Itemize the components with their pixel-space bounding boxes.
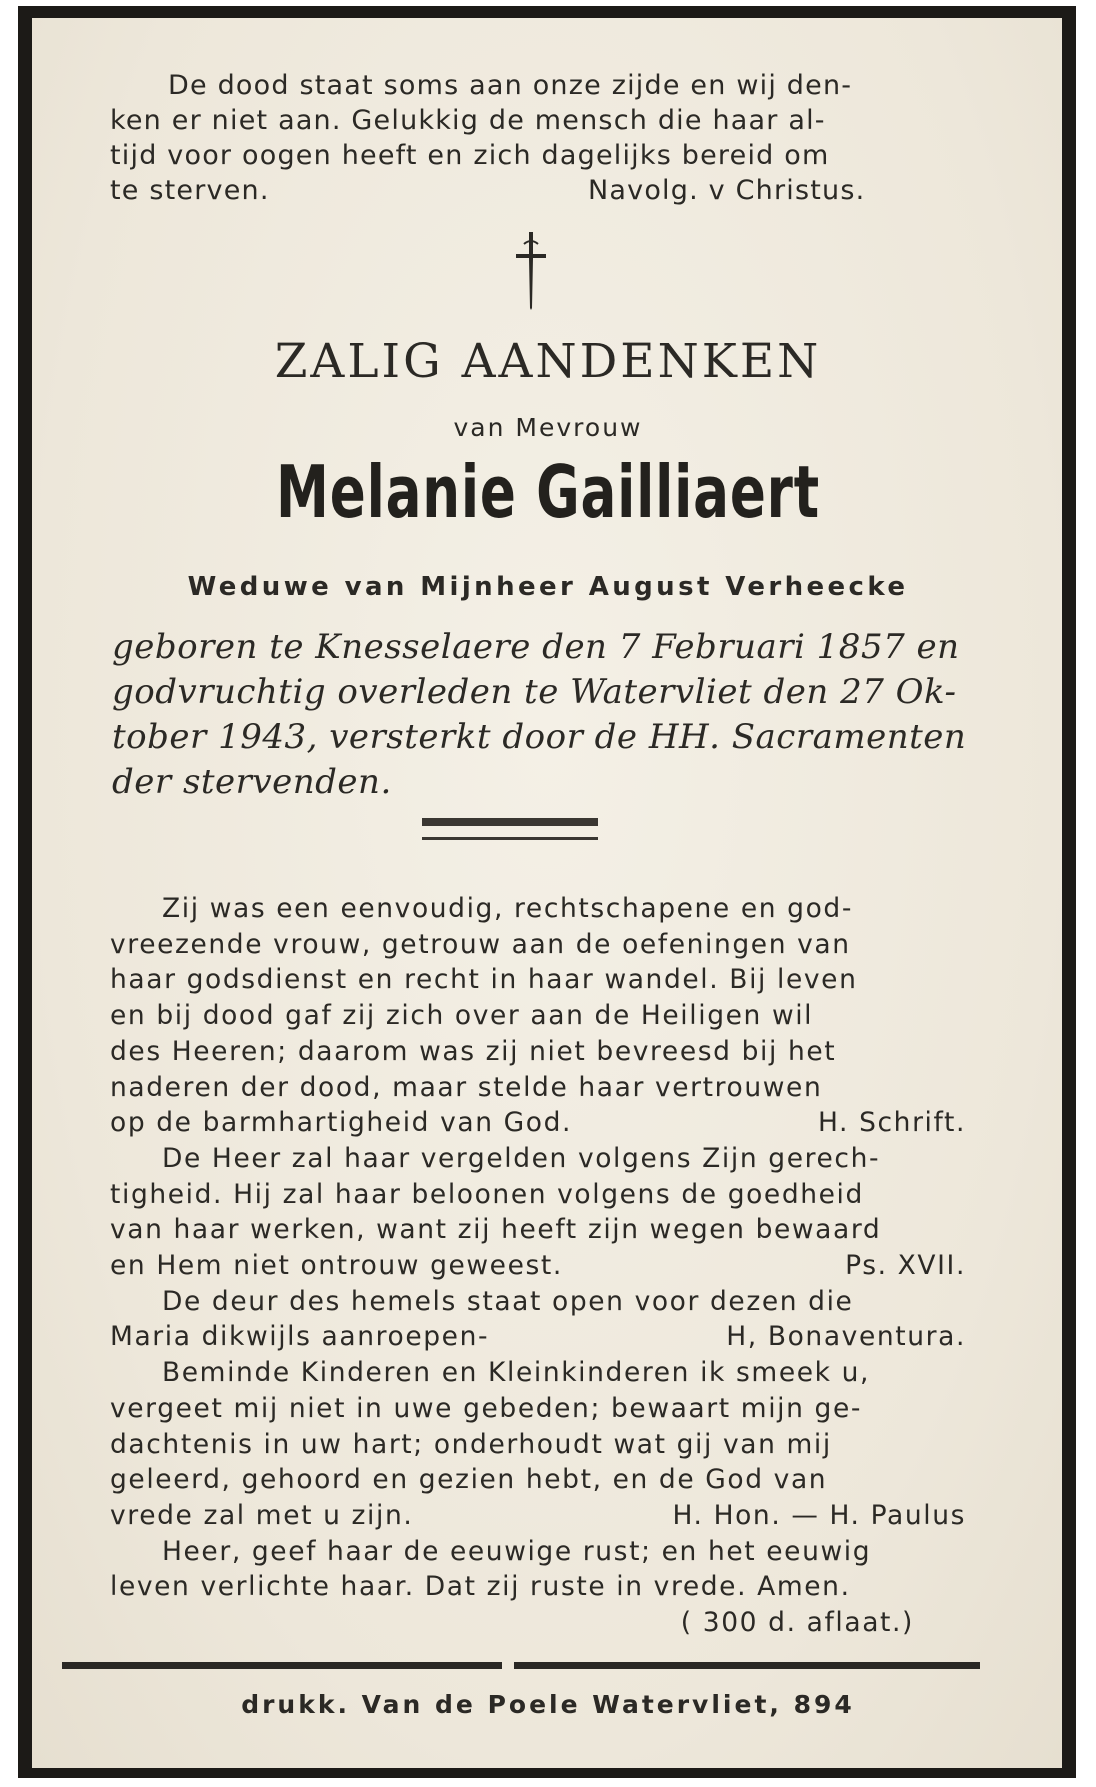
verse-text: des Heeren; daarom was zij niet bevreesd bij het <box>110 1035 837 1067</box>
verse-source: H. Hon. — H. Paulus <box>672 1499 966 1531</box>
verse-line <box>162 1286 966 1317</box>
verse-source: H. Schrift. <box>817 1107 966 1139</box>
widow-line: Weduwe van Mijnheer August Verheecke <box>187 572 909 602</box>
divider-thin <box>422 837 598 840</box>
footer-rule-left <box>62 1662 502 1669</box>
verse-text: De deur des hemels staat open voor dezen die <box>162 1285 854 1317</box>
verse-text: De Heer zal haar vergelden volgens Zijn gerech- <box>162 1142 881 1174</box>
verse-line <box>110 1000 966 1031</box>
verse-line <box>162 1143 966 1174</box>
verse-line <box>110 964 966 995</box>
verse-line <box>110 1107 966 1138</box>
verse-line <box>110 1036 966 1067</box>
verse-line <box>110 1500 966 1531</box>
verse-line <box>110 1179 966 1210</box>
verse-line <box>110 1429 966 1460</box>
verse-text: haar godsdienst en recht in haar wandel. Bij leven <box>110 964 858 996</box>
biography-line: geboren te Knesselaere den 7 Februari 1857 en <box>112 627 960 667</box>
divider-thick <box>422 818 598 826</box>
printer-imprint: drukk. Van de Poele Watervliet, 894 <box>241 1690 855 1719</box>
verse-text: Beminde Kinderen en Kleinkinderen ik smeek u, <box>162 1357 871 1389</box>
cross-icon <box>512 230 550 312</box>
verse-text: naderen der dood, maar stelde haar vertrouwen <box>110 1071 823 1103</box>
verse-line <box>162 1357 966 1388</box>
memorial-title: ZALIG AANDENKEN <box>274 334 822 389</box>
epigraph-attribution: Navolg. v Christus. <box>588 175 866 206</box>
verse-line <box>162 1536 966 1567</box>
biography-line: tober 1943, versterkt door de HH. Sacramenten <box>112 717 967 757</box>
verse-line <box>110 1393 966 1424</box>
deceased-name: Melanie Gailliaert <box>276 450 820 534</box>
verse-source: Ps. XVII. <box>845 1250 966 1281</box>
van-label: van Mevrouw <box>453 413 643 442</box>
verse-text: en Hem niet ontrouw geweest. <box>110 1250 563 1281</box>
verse-text: Maria dikwijls aanroepen- <box>110 1321 490 1353</box>
verse-line <box>110 1072 966 1103</box>
verse-line <box>110 1464 966 1495</box>
verse-text: geleerd, gehoord en gezien hebt, en de God van <box>110 1464 828 1496</box>
verse-line <box>110 1214 966 1245</box>
verse-line <box>110 1321 966 1352</box>
epigraph-line: De dood staat soms aan onze zijde en wij den- <box>168 70 853 101</box>
epigraph-last-text: te sterven. <box>110 175 270 206</box>
epigraph-last-line <box>110 175 958 206</box>
verse-source: H, Bonaventura. <box>726 1321 966 1353</box>
verse-line <box>110 1250 966 1281</box>
epigraph-line: tijd voor oogen heeft en zich dagelijks bereid om <box>110 140 830 171</box>
verse-text: op de barmhartigheid van God. <box>110 1107 573 1139</box>
verse-text: vergeet mij niet in uwe gebeden; bewaart mijn ge- <box>110 1392 863 1424</box>
footer-rule-right <box>514 1662 980 1669</box>
verse-text: dachtenis in uw hart; onderhoudt wat gij van mij <box>110 1428 832 1460</box>
verse-text: vreezende vrouw, getrouw aan de oefeningen van <box>110 928 851 960</box>
verse-text: tigheid. Hij zal haar beloonen volgens de goedheid <box>110 1178 864 1210</box>
biography-line: godvruchtig overleden te Watervliet den 27 Ok- <box>112 672 957 712</box>
epigraph-line: ken er niet aan. Gelukkig de mensch die haar al- <box>110 105 826 136</box>
verse-text: ( 300 d. aflaat.) <box>680 1607 914 1638</box>
verse-text: Heer, geef haar de eeuwige rust; en het eeuwig <box>162 1535 872 1567</box>
verse-text: en bij dood gaf zij zich over aan de Heiligen wil <box>110 1000 814 1032</box>
verse-line <box>110 929 966 960</box>
verse-line <box>110 1571 966 1602</box>
verse-line <box>110 1607 914 1638</box>
verse-text: Zij was een eenvoudig, rechtschapene en god- <box>162 893 853 924</box>
verse-text: van haar werken, want zij heeft zijn wegen bewaard <box>110 1214 882 1246</box>
biography-line: der stervenden. <box>112 762 392 802</box>
verse-text: vrede zal met u zijn. <box>110 1499 414 1531</box>
verse-line <box>162 893 966 924</box>
verse-text: leven verlichte haar. Dat zij ruste in vrede. Amen. <box>110 1571 851 1603</box>
